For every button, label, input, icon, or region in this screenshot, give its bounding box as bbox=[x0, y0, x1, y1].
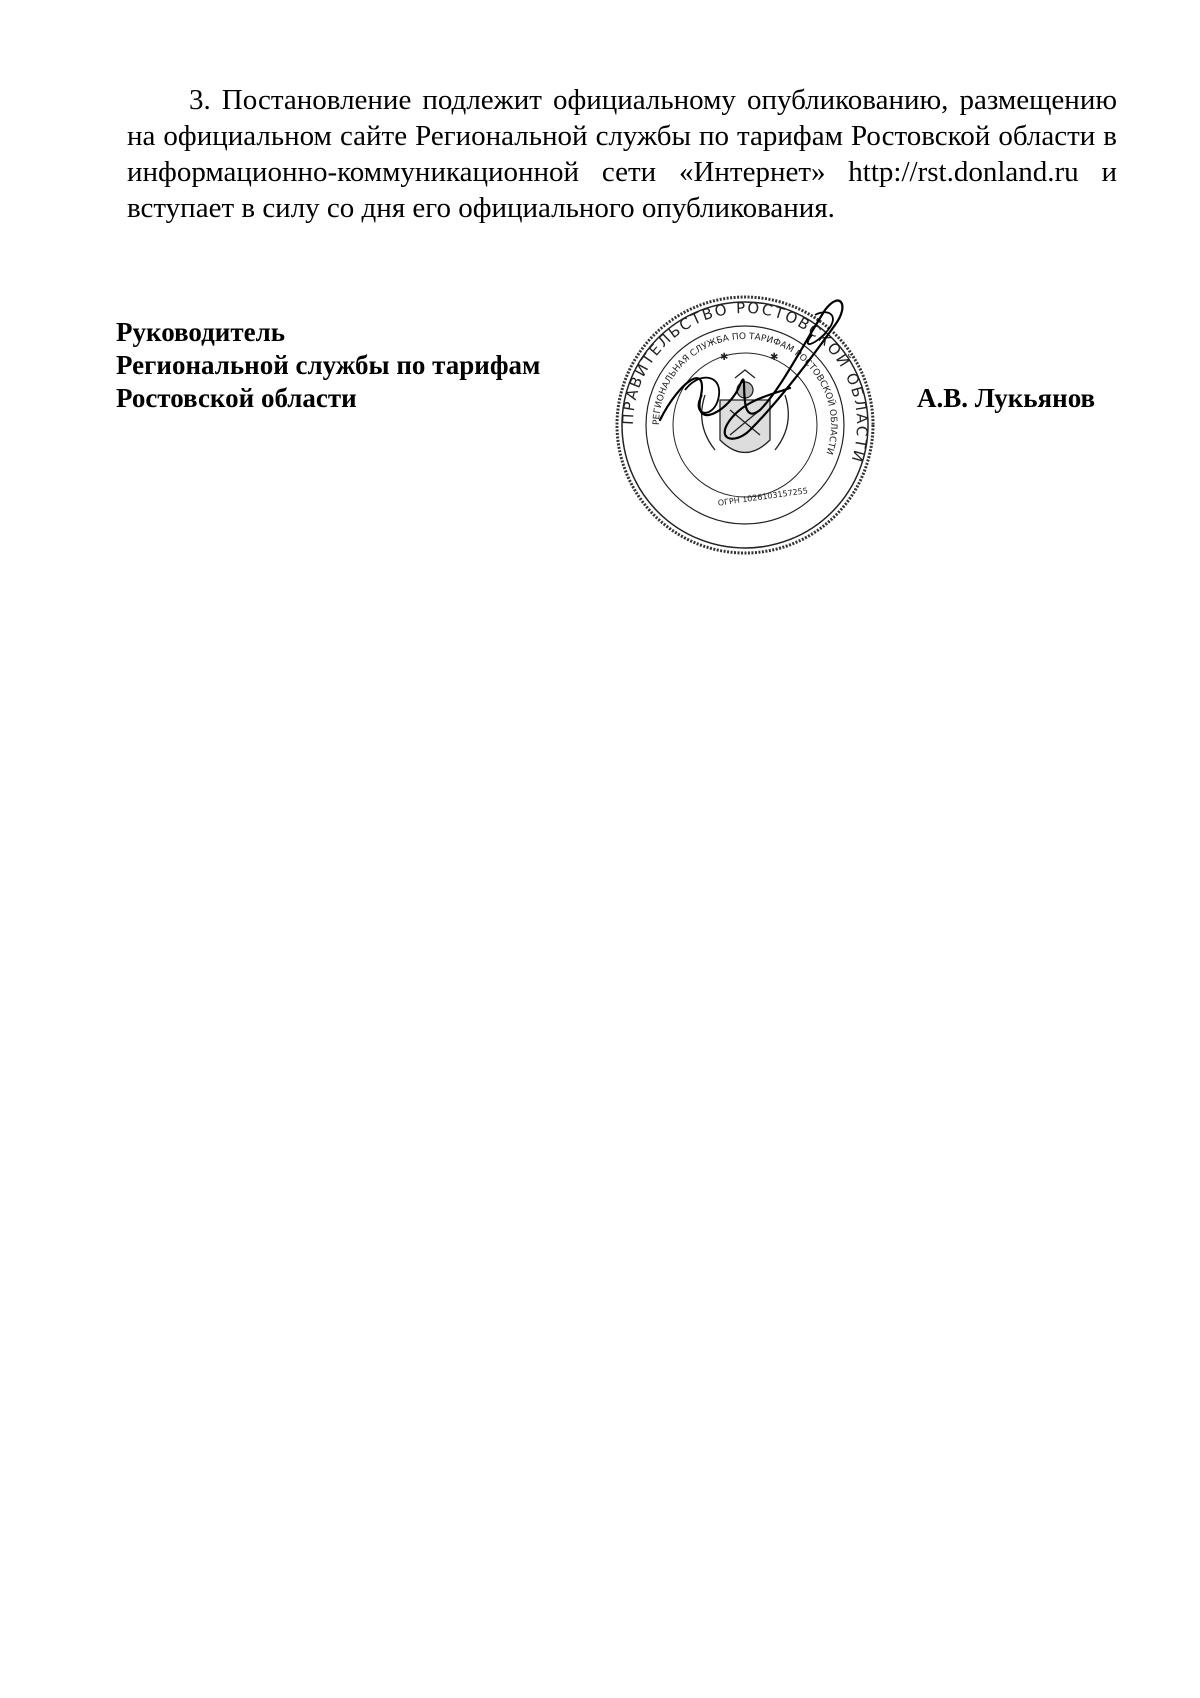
seal-ogrn-text: ОГРН 1026103157255 bbox=[717, 486, 809, 508]
seal-inner-text: РЕГИОНАЛЬНАЯ СЛУЖБА ПО ТАРИФАМ РОСТОВСКОЙ ОБЛАСТИ bbox=[651, 331, 839, 456]
signatory-title-line-1: Руководитель bbox=[116, 317, 286, 347]
signatory-name: А.В. Лукьянов bbox=[917, 383, 1096, 413]
seal-outer-text: ПРАВИТЕЛЬСТВО РОСТОВСКОЙ ОБЛАСТИ bbox=[618, 298, 872, 466]
seal-star-icon: ✱ bbox=[770, 352, 779, 363]
seal-star-icon: ✱ bbox=[720, 352, 729, 363]
signatory-title-block bbox=[116, 316, 676, 415]
signatory-title-line-3: Ростовской области bbox=[116, 383, 357, 413]
handwritten-signature bbox=[640, 290, 880, 470]
publication-clause-paragraph: 3. Постановление подлежит официальному опубликованию, размещению на официальном сайте Региональной службы по тарифам Ростовской области в информационно-коммуникационной сети «Интернет» http://rst.donland.ru и вступает в силу со дня его официального опубликования. bbox=[127, 84, 1117, 224]
signatory-title-line-2: Региональной службы по тарифам bbox=[116, 350, 541, 380]
